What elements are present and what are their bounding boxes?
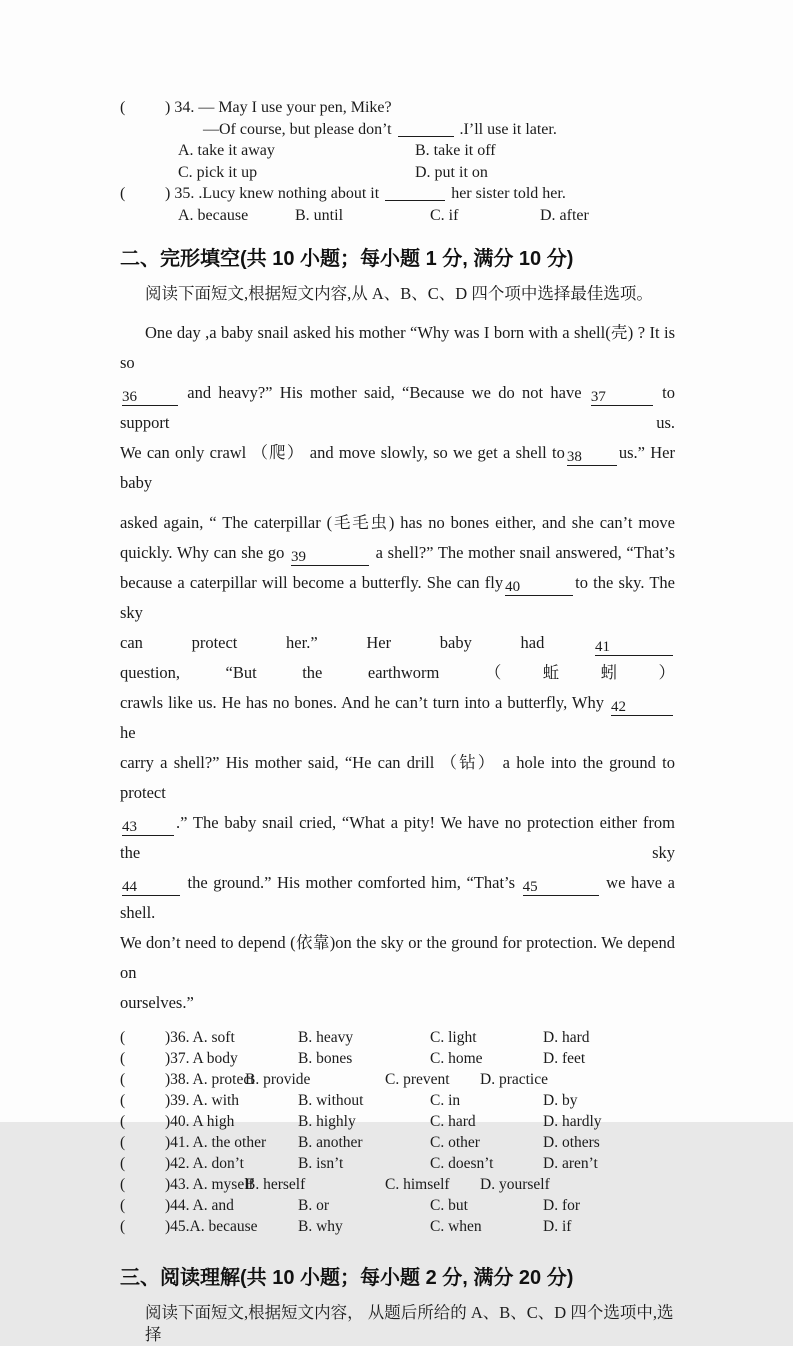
cloze-option-row-42 bbox=[120, 1153, 675, 1174]
option-38-c: C. prevent bbox=[385, 1071, 450, 1088]
cloze-blank-41: 41 bbox=[595, 639, 673, 656]
passage-line-2: 36 and heavy?” His mother said, “Because we do not have 37 to support us. bbox=[120, 383, 675, 432]
option-41-a: )41. A. the other bbox=[165, 1134, 267, 1151]
answer-blank-35 bbox=[385, 184, 445, 201]
cloze-option-row-37 bbox=[120, 1048, 675, 1069]
answer-blank-34 bbox=[398, 120, 454, 137]
option-34-c: C. pick it up bbox=[178, 163, 258, 181]
option-38-d: D. practice bbox=[480, 1071, 548, 1088]
option-35-c: C. if bbox=[430, 206, 459, 224]
section2-instruction: 阅读下面短文,根据短文内容,从 A、B、C、D 四个项中选择最佳选项。 bbox=[145, 284, 653, 303]
option-41-d: D. others bbox=[543, 1134, 600, 1151]
option-34-a: A. take it away bbox=[178, 142, 275, 159]
option-37-b: B. bones bbox=[298, 1050, 353, 1067]
cloze-passage bbox=[120, 318, 675, 1018]
cloze-blank-44: 44 bbox=[122, 879, 180, 896]
answer-paren-41: ( bbox=[120, 1134, 126, 1151]
option-36-a: )36. A. soft bbox=[165, 1029, 235, 1046]
answer-paren-35: ( bbox=[120, 185, 126, 202]
cloze-blank-38: 38 bbox=[567, 449, 617, 466]
option-40-a: )40. A high bbox=[165, 1113, 235, 1130]
question-35-text-post: her sister told her. bbox=[451, 185, 566, 202]
cloze-blank-43: 43 bbox=[122, 819, 174, 836]
section3-heading: 三、阅读理解(共 10 小题；每小题 2 分, 满分 20 分) bbox=[120, 1267, 574, 1289]
option-44-b: B. or bbox=[298, 1197, 329, 1214]
passage-line-10: 43 .” The baby snail cried, “What a pity! We have no protection either from the sky bbox=[120, 813, 675, 862]
question-35-line bbox=[120, 183, 675, 205]
option-45-c: C. when bbox=[430, 1218, 482, 1235]
option-36-b: B. heavy bbox=[298, 1029, 354, 1046]
passage-line-5: quickly. Why can she go 39 a shell?” The mother snail answered, “That’s bbox=[120, 543, 675, 565]
answer-paren-38: ( bbox=[120, 1071, 126, 1088]
option-45-a: )45.A. because bbox=[165, 1218, 258, 1235]
option-42-b: B. isn’t bbox=[298, 1155, 344, 1172]
option-38-a: )38. A. protect bbox=[165, 1071, 255, 1088]
option-37-c: C. home bbox=[430, 1050, 483, 1067]
cloze-blank-37: 37 bbox=[591, 389, 653, 406]
option-38-b: B. provide bbox=[245, 1071, 311, 1088]
cloze-blank-36: 36 bbox=[122, 389, 178, 406]
cloze-blank-45: 45 bbox=[523, 879, 599, 896]
section3-instruction: 阅读下面短文,根据短文内容， 从题后所给的 A、B、C、D 四个选项中,选择 bbox=[145, 1303, 674, 1344]
cloze-option-row-36 bbox=[120, 1027, 675, 1048]
answer-paren-40: ( bbox=[120, 1113, 126, 1130]
option-35-d: D. after bbox=[540, 206, 589, 224]
answer-paren-36: ( bbox=[120, 1029, 126, 1046]
option-42-c: C. doesn’t bbox=[430, 1155, 494, 1172]
question-34-line2 bbox=[120, 119, 675, 141]
passage-line-6: because a caterpillar will become a butterfly. She can fly 40 to the sky. The sky bbox=[120, 573, 675, 622]
option-39-a: )39. A. with bbox=[165, 1092, 240, 1109]
cloze-option-row-40 bbox=[120, 1111, 675, 1132]
option-36-c: C. light bbox=[430, 1029, 477, 1046]
passage-line-9: carry a shell?” His mother said, “He can drill （钻） a hole into the ground to protect bbox=[120, 753, 675, 802]
question-34-line1 bbox=[120, 97, 675, 119]
answer-paren-42: ( bbox=[120, 1155, 126, 1172]
question-34-options-row1 bbox=[120, 140, 675, 162]
answer-paren-45: ( bbox=[120, 1218, 126, 1235]
option-41-b: B. another bbox=[298, 1134, 363, 1151]
cloze-option-row-39 bbox=[120, 1090, 675, 1111]
passage-line-12: We don’t need to depend (依靠)on the sky or the ground for protection. We depend on bbox=[120, 933, 675, 982]
question-35-options bbox=[120, 205, 675, 227]
question-35-text-pre: ) 35. .Lucy knew nothing about it bbox=[165, 185, 380, 202]
option-43-c: C. himself bbox=[385, 1176, 450, 1193]
option-43-b: B. herself bbox=[245, 1176, 306, 1193]
cloze-options-table bbox=[120, 1027, 675, 1237]
option-43-d: D. yourself bbox=[480, 1176, 550, 1193]
answer-paren-44: ( bbox=[120, 1197, 126, 1214]
option-40-d: D. hardly bbox=[543, 1113, 602, 1130]
option-44-a: )44. A. and bbox=[165, 1197, 234, 1214]
option-45-b: B. why bbox=[298, 1218, 343, 1235]
cloze-option-row-43 bbox=[120, 1174, 675, 1195]
cloze-option-row-45 bbox=[120, 1216, 675, 1237]
option-45-d: D. if bbox=[543, 1218, 572, 1235]
option-44-c: C. but bbox=[430, 1197, 468, 1214]
passage-line-7: can protect her.” Her baby had 41 question, “But the earthworm （蚯蚓） bbox=[120, 633, 675, 682]
option-35-a: A. because bbox=[178, 206, 249, 224]
option-44-d: D. for bbox=[543, 1197, 581, 1214]
answer-paren-39: ( bbox=[120, 1092, 126, 1109]
answer-paren-43: ( bbox=[120, 1176, 126, 1193]
option-42-d: D. aren’t bbox=[543, 1155, 598, 1172]
passage-line-8: crawls like us. He has no bones. And he can’t turn into a butterfly, Why 42 he bbox=[120, 688, 675, 748]
option-34-b: B. take it off bbox=[415, 142, 496, 159]
passage-line-1: One day ,a baby snail asked his mother “Why was I born with a shell(壳) ? It is so bbox=[120, 323, 675, 372]
question-34-text: ) 34. — May I use your pen, Mike? bbox=[165, 99, 392, 116]
option-41-c: C. other bbox=[430, 1134, 480, 1151]
cloze-option-row-41 bbox=[120, 1132, 675, 1153]
cloze-option-row-44 bbox=[120, 1195, 675, 1216]
cloze-blank-40: 40 bbox=[505, 579, 573, 596]
option-39-d: D. by bbox=[543, 1092, 578, 1109]
cloze-blank-42: 42 bbox=[611, 699, 673, 716]
option-39-c: C. in bbox=[430, 1092, 461, 1109]
answer-paren-34: ( bbox=[120, 99, 126, 116]
option-37-a: )37. A body bbox=[165, 1050, 238, 1067]
passage-line-4: asked again, “ The caterpillar (毛毛虫) has no bones either, and she can’t move bbox=[120, 513, 675, 532]
option-39-b: B. without bbox=[298, 1092, 364, 1109]
option-37-d: D. feet bbox=[543, 1050, 586, 1067]
passage-line-11: 44 the ground.” His mother comforted him, “That’s 45 we have a shell. bbox=[120, 873, 675, 922]
section2-heading: 二、完形填空(共 10 小题；每小题 1 分, 满分 10 分) bbox=[120, 248, 574, 270]
option-34-d: D. put it on bbox=[415, 163, 488, 181]
option-43-a: )43. A. myself bbox=[165, 1176, 254, 1193]
question-34-options-row2 bbox=[120, 162, 675, 184]
passage-line-13: ourselves.” bbox=[120, 993, 194, 1012]
question-34-reply-pre: —Of course, but please don’t bbox=[203, 120, 392, 138]
cloze-blank-39: 39 bbox=[291, 549, 369, 566]
option-40-b: B. highly bbox=[298, 1113, 356, 1130]
option-42-a: )42. A. don’t bbox=[165, 1155, 244, 1172]
question-34-reply-post: .I’ll use it later. bbox=[459, 120, 557, 138]
option-40-c: C. hard bbox=[430, 1113, 476, 1130]
cloze-option-row-38 bbox=[120, 1069, 675, 1090]
answer-paren-37: ( bbox=[120, 1050, 126, 1067]
option-36-d: D. hard bbox=[543, 1029, 590, 1046]
option-35-b: B. until bbox=[295, 206, 344, 224]
passage-line-3: We can only crawl （爬） and move slowly, so we get a shell to 38 us.” Her baby bbox=[120, 443, 675, 492]
